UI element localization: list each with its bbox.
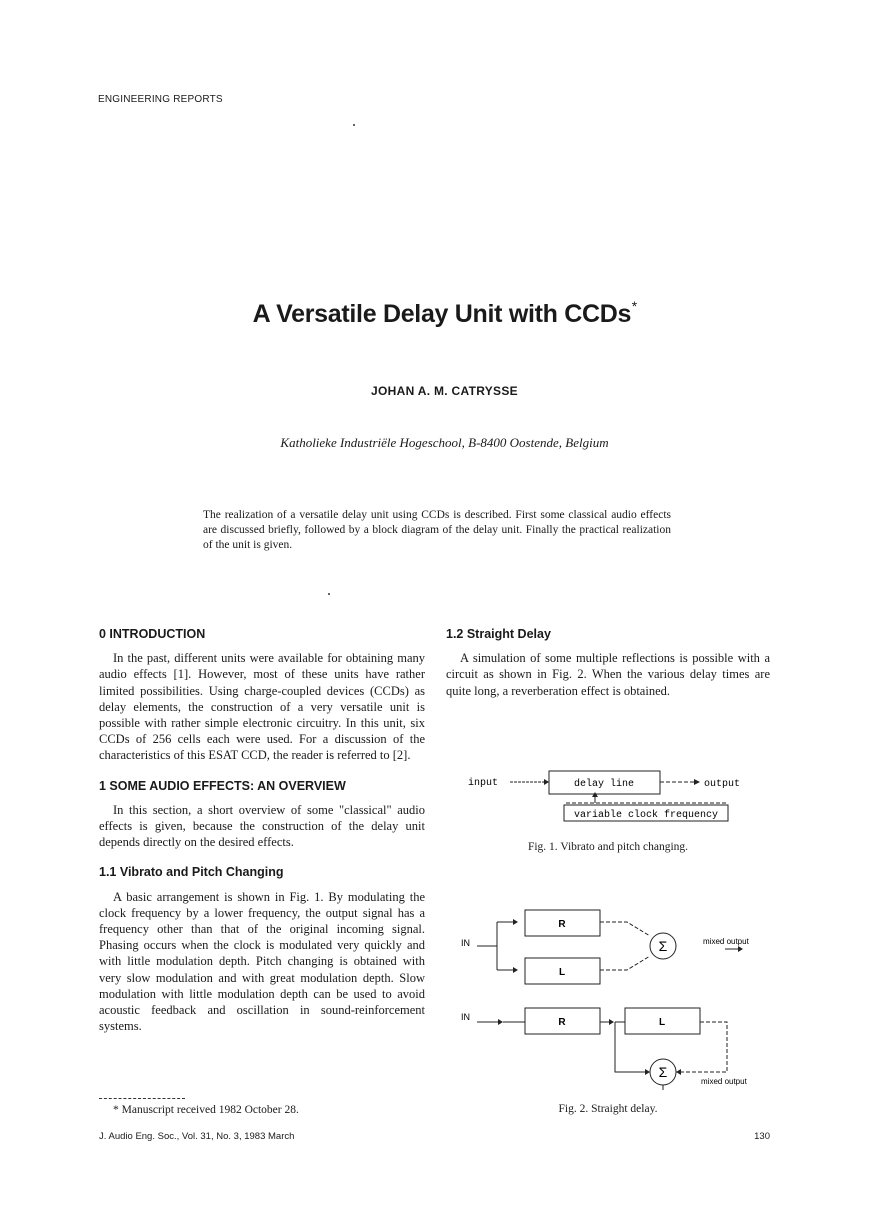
abstract-text: The realization of a versatile delay unit using CCDs is described. First some classical audio effects are discussed briefly, followed by a block diagram of the delay unit. Finally the practical realization of the unit is given.: [203, 509, 671, 551]
fig1-block-diagram: [460, 765, 760, 827]
left-column: [99, 626, 425, 1034]
fig2-top-l-to-sum: [600, 956, 650, 970]
fig2-top-mixed-output-label: mixed output: [703, 937, 749, 946]
fig2-top-l-arrowhead: [513, 967, 518, 973]
fig2-bottom-sum-arrowhead: [676, 1069, 681, 1075]
fig2-top-l-label: L: [558, 967, 566, 978]
page-number: 130: [754, 1131, 770, 1142]
fig2-caption: Fig. 2. Straight delay.: [558, 1103, 658, 1115]
fig1-caption: Fig. 1. Vibrato and pitch changing.: [527, 841, 689, 853]
paper-title: [0, 300, 889, 329]
fig2-bottom-tap-line: [615, 1022, 649, 1072]
journal-citation: J. Audio Eng. Soc., Vol. 31, No. 3, 1983 March: [99, 1131, 295, 1142]
fig1-delay-line-label: delay line: [573, 779, 635, 790]
speck-mark: [353, 124, 355, 126]
fig1-input-label: input: [468, 778, 499, 789]
straight-delay-paragraph: A simulation of some multiple reflections is possible with a circuit as shown in Fig. 2. When the various delay times are quite long, a reverberation effect is obtained.: [446, 651, 770, 698]
right-column: [446, 626, 770, 699]
paper-title-text: A Versatile Delay Unit with CCDs: [252, 300, 632, 328]
fig2-block-diagram: [455, 900, 765, 1096]
fig2-bottom-sum-symbol: Σ: [658, 1064, 668, 1080]
fig1-output-label: output: [704, 779, 741, 790]
affiliation: Katholieke Industriële Hogeschool, B-8400 Oostende, Belgium: [280, 435, 609, 450]
fig2-bottom-r-label: R: [558, 1017, 566, 1028]
fig2-bottom-in-arrowhead: [498, 1019, 503, 1025]
fig2-bottom-l-arrowhead: [609, 1019, 614, 1025]
fig1-output-arrowhead: [694, 779, 700, 785]
fig2-bottom-l-label: L: [658, 1017, 666, 1028]
abstract: [203, 508, 671, 553]
footnote: * Manuscript received 1982 October 28.: [113, 1104, 299, 1116]
fig1-input-arrowhead: [544, 779, 549, 785]
fig2-top-output-arrowhead: [738, 946, 743, 952]
footnote-rule: [99, 1098, 185, 1099]
fig2-top-r-label: R: [558, 919, 566, 930]
fig1-clock-label: variable clock frequency: [573, 810, 719, 821]
author-name: JOHAN A. M. CATRYSSE: [371, 384, 518, 398]
fig2-bottom-mixed-output-label: mixed output: [701, 1077, 747, 1086]
effects-paragraph: In this section, a short overview of some "classical" audio effects is given, because the construction of the delay unit depends directly on the desired effects.: [99, 802, 425, 850]
fig2-top-in-label: IN: [461, 938, 470, 948]
fig2-top-r-arrowhead: [513, 919, 518, 925]
section-heading-introduction: 0 INTRODUCTION: [99, 627, 206, 641]
subsection-heading-straight-delay: 1.2 Straight Delay: [446, 627, 551, 641]
vibrato-paragraph: A basic arrangement is shown in Fig. 1. By modulating the clock frequency by a lower frequency, the output signal has a frequency other than that of the original incoming signal. Phasing occurs when the clock is modulated very quickly and with little modulation depth. Pitch changing is obtained with very slow modulation and with great modulation depth. Slow modulation with little modulation depth can be used to avoid acoustic feedback and oscillation in sound-reinforcement systems.: [99, 889, 425, 1034]
fig2-top-r-to-sum: [600, 922, 650, 936]
fig2-bottom-tap-arrowhead: [645, 1069, 650, 1075]
section-heading-audio-effects: 1 SOME AUDIO EFFECTS: AN OVERVIEW: [99, 778, 346, 793]
fig2-top-sum-symbol: Σ: [658, 938, 668, 954]
running-header: ENGINEERING REPORTS: [98, 94, 223, 105]
intro-paragraph: In the past, different units were available for obtaining many audio effects [1]. However, most of these units have rather limited possibilities. Using charge-coupled devices (CCDs) as delay elements, the construction of a very versatile unit is possible with rather simple electronic circuitry. In this unit, six CCDs of 256 cells each were used. For a discussion of the characteristics of this ESAT CCD, the reader is referred to [2].: [99, 651, 425, 763]
fig2-bottom-l-to-sum: [679, 1022, 727, 1072]
subsection-heading-vibrato: 1.1 Vibrato and Pitch Changing: [99, 865, 284, 880]
fig2-bottom-in-label: IN: [461, 1012, 470, 1022]
speck-mark: [328, 593, 330, 595]
title-footnote-mark: *: [631, 298, 637, 314]
